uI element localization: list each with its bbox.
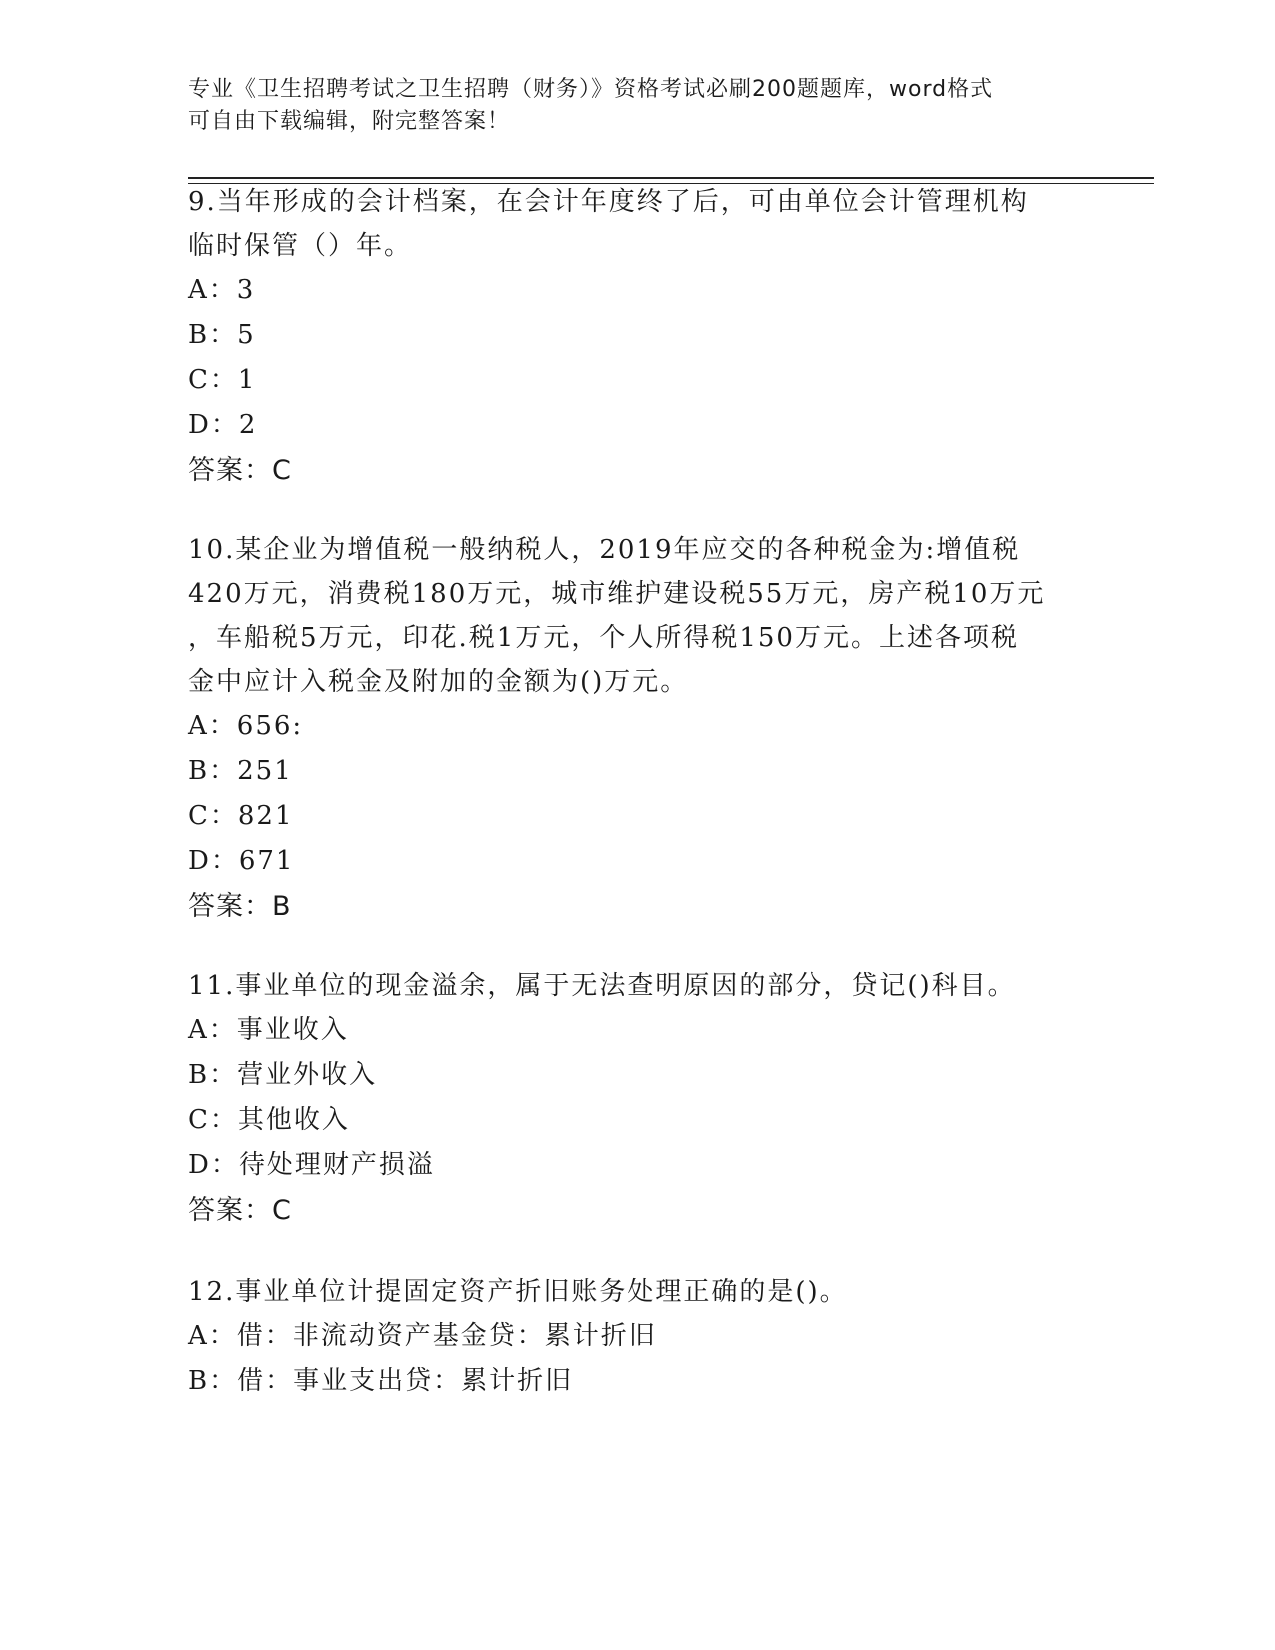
question-9 xyxy=(188,180,1088,494)
question-10 xyxy=(188,528,1088,930)
answer: 答案：C xyxy=(188,455,292,486)
question-text-line: 11.事业单位的现金溢余，属于无法查明原因的部分，贷记()科目。 xyxy=(188,971,1016,1001)
question-text-line: 9.当年形成的会计档案，在会计年度终了后，可由单位会计管理机构 xyxy=(188,187,1029,217)
option-d: D：待处理财产损溢 xyxy=(188,1150,435,1180)
question-text-line: 临时保管（）年。 xyxy=(188,231,413,261)
option-c: C：821 xyxy=(188,801,294,831)
option-a: A：事业收入 xyxy=(188,1015,349,1045)
option-d: D：671 xyxy=(188,846,295,876)
option-b: B：借：事业支出贷：累计折旧 xyxy=(188,1366,574,1396)
document-header xyxy=(188,74,1088,138)
option-b: B：5 xyxy=(188,320,256,350)
option-b: B：营业外收入 xyxy=(188,1060,378,1090)
header-line-2: 可自由下载编辑，附完整答案！ xyxy=(188,109,511,134)
option-a: A：656: xyxy=(188,711,304,741)
option-b: B：251 xyxy=(188,756,293,786)
option-a: A：3 xyxy=(188,275,256,305)
question-text-line: 420万元，消费税180万元，城市维护建设税55万元，房产税10万元 xyxy=(188,579,1046,609)
question-12 xyxy=(188,1270,1088,1404)
question-text-line: ，车船税5万元，印花.税1万元，个人所得税150万元。上述各项税 xyxy=(188,623,1019,653)
answer: 答案：B xyxy=(188,891,292,922)
option-c: C：其他收入 xyxy=(188,1105,350,1135)
question-text-line: 12.事业单位计提固定资产折旧账务处理正确的是()。 xyxy=(188,1277,848,1307)
header-line-1: 专业《卫生招聘考试之卫生招聘（财务）》资格考试必刷200题题库，word格式 xyxy=(188,77,994,102)
question-11 xyxy=(188,964,1088,1234)
option-d: D：2 xyxy=(188,410,258,440)
answer: 答案：C xyxy=(188,1195,292,1226)
option-a: A：借：非流动资产基金贷：累计折旧 xyxy=(188,1321,657,1351)
question-text-line: 金中应计入税金及附加的金额为()万元。 xyxy=(188,667,689,697)
question-text-line: 10.某企业为增值税一般纳税人，2019年应交的各种税金为:增值税 xyxy=(188,535,1021,565)
option-c: C：1 xyxy=(188,365,257,395)
